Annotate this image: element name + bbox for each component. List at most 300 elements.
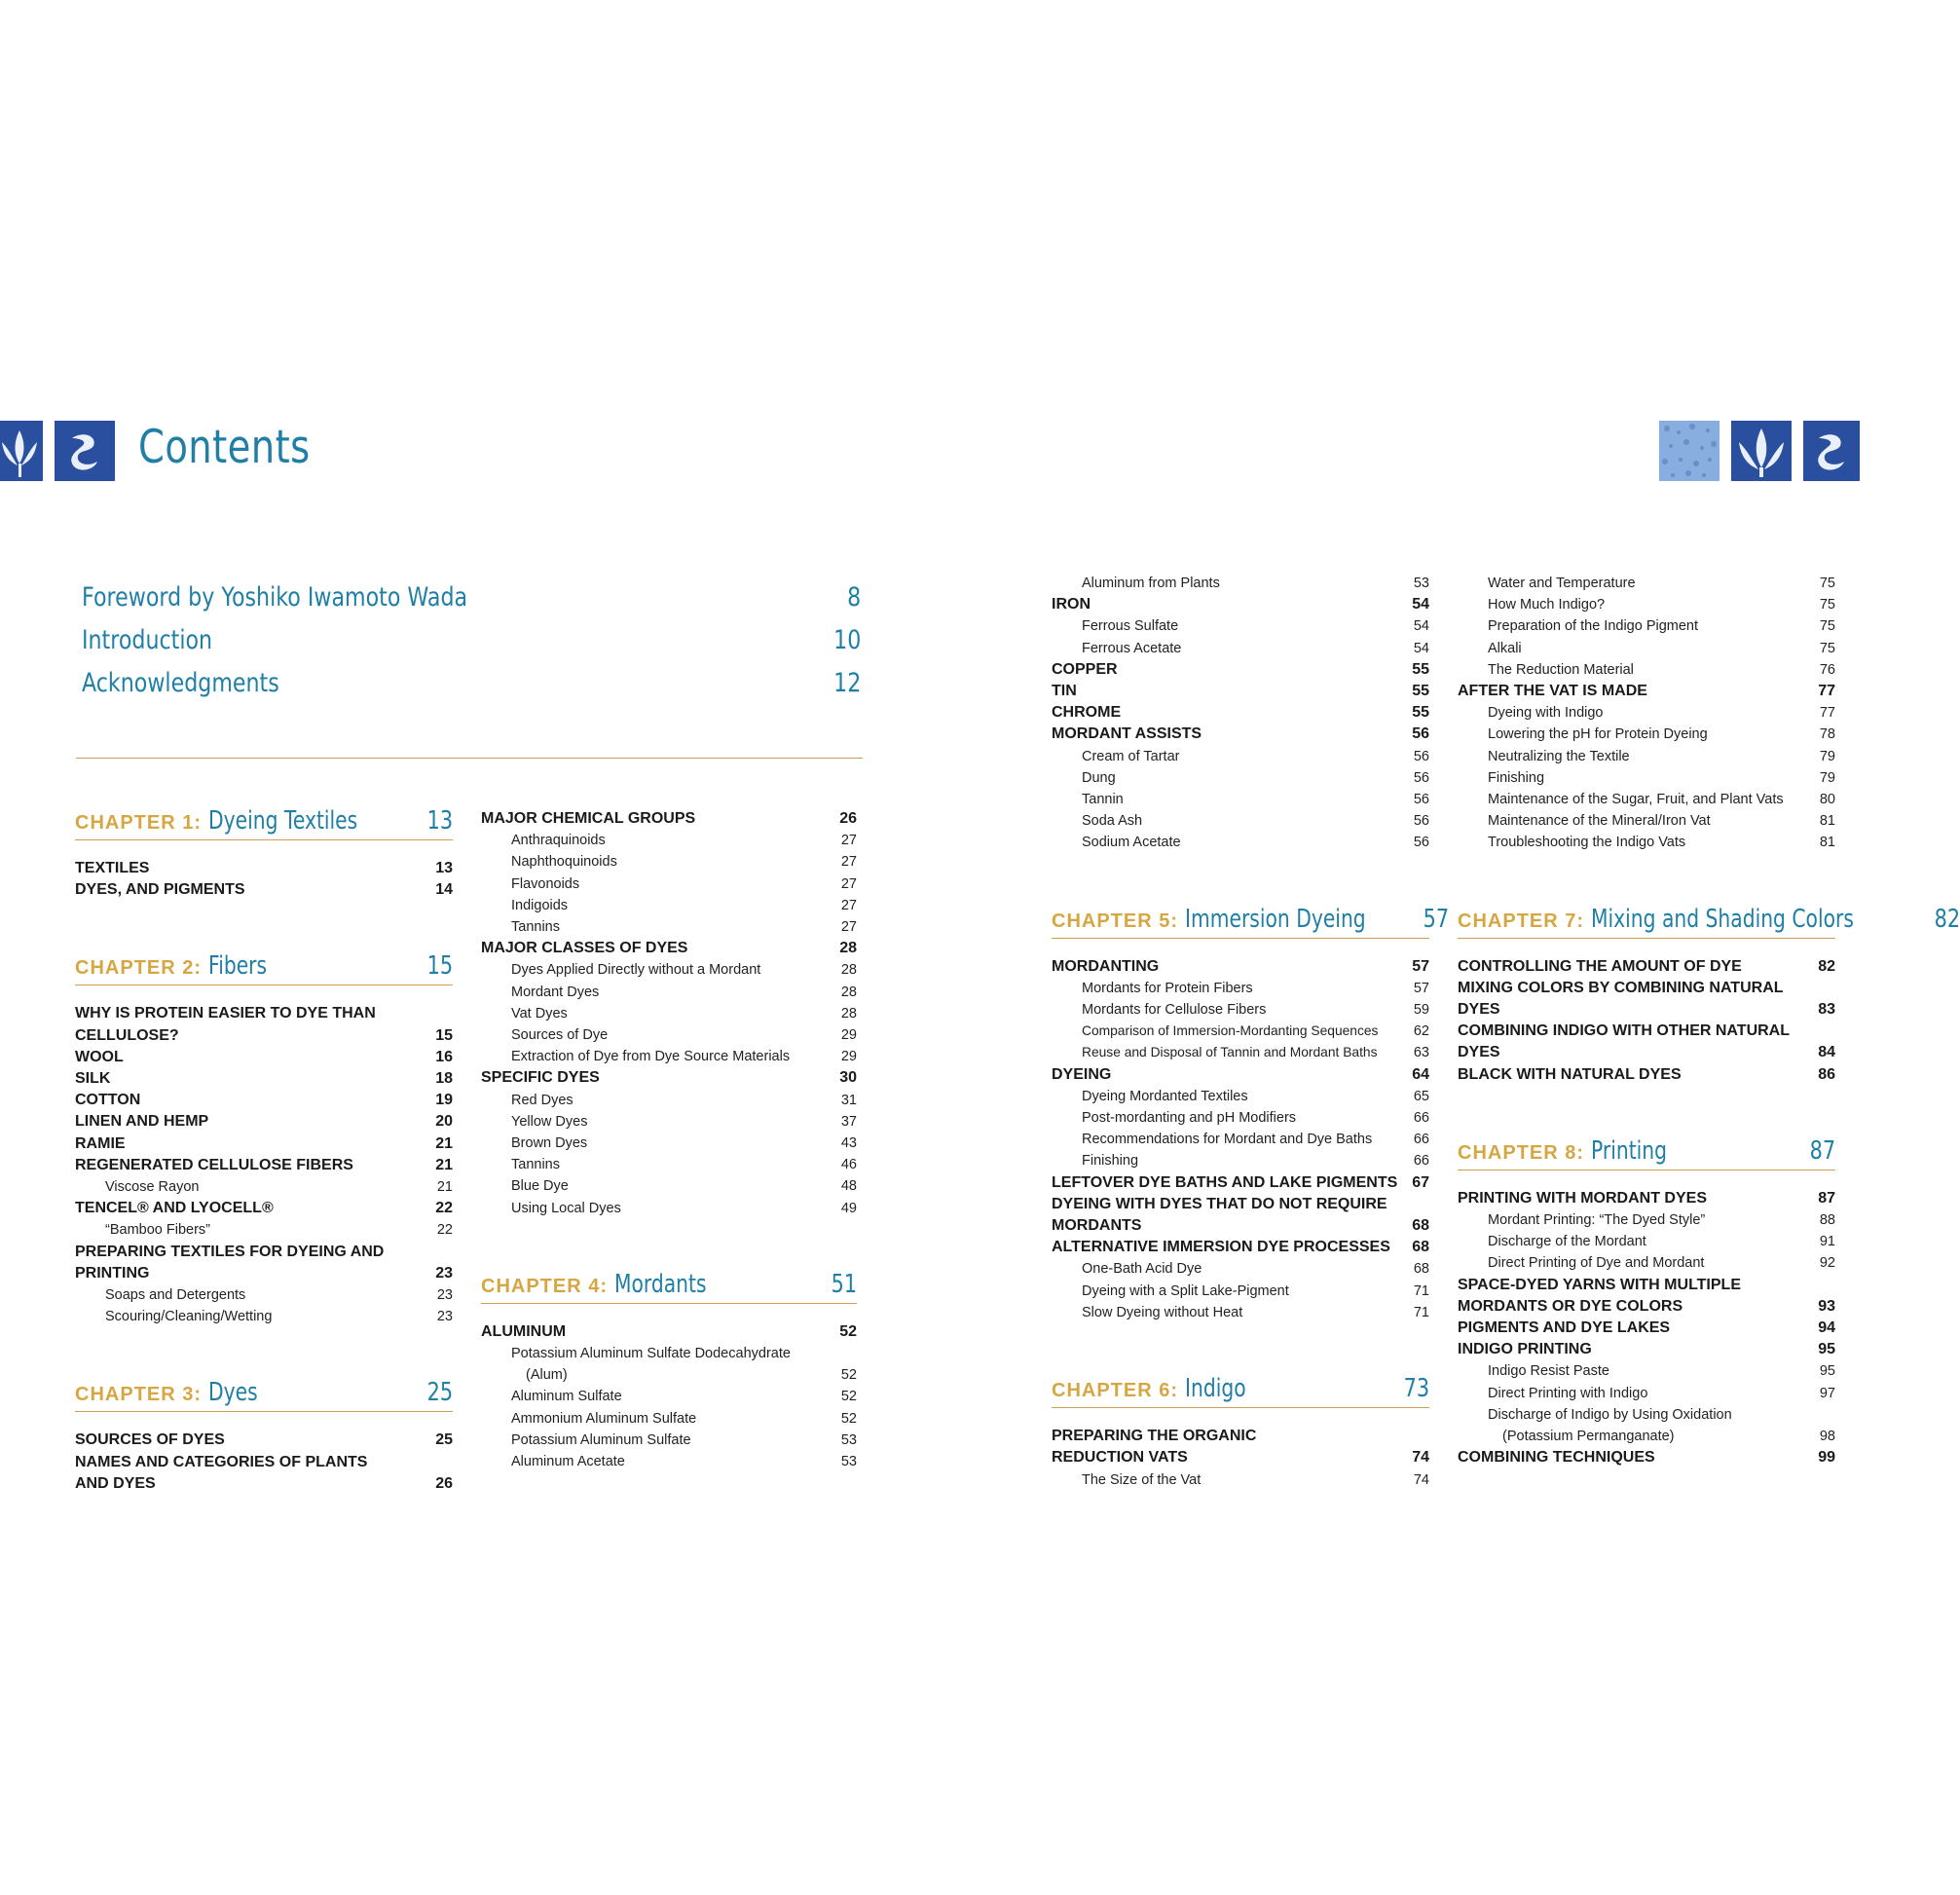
entry-page-number: 12 (832, 668, 861, 698)
entry-page-number: 84 (1818, 1044, 1835, 1061)
entry-label: Flavonoids (511, 875, 580, 892)
subsection-entry[interactable] (481, 982, 857, 1003)
chapter-title: Dyeing Textiles (207, 806, 357, 836)
section-entry[interactable] (75, 1047, 453, 1068)
subsection-entry[interactable] (1458, 638, 1835, 659)
page-title: Contents (138, 421, 311, 474)
entry-label: REDUCTION VATS (1052, 1449, 1188, 1467)
entry-page-number: 8 (846, 582, 861, 613)
entry-page-number: 16 (435, 1048, 453, 1065)
subsection-entry[interactable] (481, 959, 857, 981)
subsection-entry[interactable] (481, 1451, 857, 1472)
entry-label: Scouring/Cleaning/Wetting (105, 1309, 273, 1325)
section-entry[interactable] (1052, 702, 1429, 724)
chapter-title: Mordants (613, 1269, 707, 1299)
entry-page-number: 76 (1819, 661, 1835, 678)
entry-page-number: 83 (1818, 1001, 1835, 1019)
section-entry[interactable] (1458, 1275, 1835, 1296)
entry-label: WOOL (75, 1048, 124, 1065)
section-entry[interactable] (1458, 1318, 1835, 1339)
entry-page-number: 75 (1819, 597, 1835, 613)
chapter-page-number: 57 (1423, 904, 1449, 934)
subsection-entry[interactable] (481, 1175, 857, 1197)
subsection-entry[interactable] (481, 895, 857, 916)
section-entry[interactable] (1458, 1042, 1835, 1063)
entry-page-number: 23 (436, 1287, 453, 1304)
subsection-entry[interactable] (1458, 1231, 1835, 1252)
entry-label: Dyeing with Indigo (1488, 705, 1604, 722)
entry-label: SPACE-DYED YARNS WITH MULTIPLE (1458, 1276, 1741, 1293)
entry-label: Soda Ash (1082, 813, 1143, 830)
entry-label: (Potassium Permanganate) (1502, 1429, 1675, 1445)
toc-column-4 (1458, 573, 1960, 1469)
section-entry[interactable] (1052, 1215, 1429, 1237)
entry-page-number: 28 (840, 1005, 857, 1022)
subsection-entry[interactable] (1458, 659, 1835, 681)
section-entry[interactable] (1458, 1447, 1835, 1468)
subsection-entry[interactable] (1458, 810, 1835, 832)
chapter-number: CHAPTER 7: (1458, 910, 1591, 932)
entry-label: CHROME (1052, 704, 1122, 722)
subsection-entry[interactable] (1458, 767, 1835, 789)
texture-icon (1659, 421, 1720, 481)
section-entry[interactable] (75, 879, 453, 901)
chapter-label (481, 1270, 732, 1299)
entry-label: Discharge of Indigo by Using Oxidation (1488, 1406, 1732, 1423)
subsection-entry[interactable] (1052, 1129, 1429, 1150)
entry-page-number: 74 (1413, 1471, 1429, 1488)
subsection-entry[interactable] (481, 1111, 857, 1133)
chapter-label (1458, 905, 1928, 934)
section-entry[interactable] (75, 1111, 453, 1133)
entry-label: MORDANT ASSISTS (1052, 725, 1202, 743)
section-entry[interactable] (481, 1067, 857, 1089)
entry-label: How Much Indigo? (1488, 597, 1606, 613)
subsection-entry[interactable] (1052, 1302, 1429, 1323)
entry-label: MORDANTING (1052, 957, 1160, 975)
entry-page-number: 27 (840, 897, 857, 913)
section-entry[interactable] (1052, 1064, 1429, 1086)
entry-label: Recommendations for Mordant and Dye Baths (1082, 1132, 1373, 1148)
subsection-entry[interactable] (481, 1046, 857, 1067)
section-entry[interactable] (1052, 681, 1429, 702)
subsection-entry[interactable] (481, 1386, 857, 1407)
section-entry[interactable] (75, 1452, 453, 1473)
chapter-page-number: 82 (1934, 904, 1960, 934)
section-entry[interactable] (1052, 1447, 1429, 1468)
entry-page-number: 28 (840, 962, 857, 979)
entry-page-number: 37 (840, 1113, 857, 1130)
subsection-entry[interactable] (1052, 746, 1429, 767)
entry-label: DYEING WITH DYES THAT DO NOT REQUIRE (1052, 1195, 1387, 1212)
section-entry[interactable] (75, 1090, 453, 1111)
entry-page-number: 75 (1819, 618, 1835, 635)
toc-column-1 (75, 799, 453, 1495)
entry-page-number: 86 (1818, 1065, 1835, 1083)
subsection-entry[interactable] (1458, 1360, 1835, 1382)
entry-page-number: 56 (1412, 725, 1429, 743)
chapter-heading[interactable] (1458, 1129, 1835, 1170)
entry-label: Tannins (511, 919, 560, 936)
chapter-label (75, 951, 283, 981)
entry-page-number: 23 (435, 1264, 453, 1282)
entry-page-number: 97 (1819, 1385, 1835, 1401)
toc-column-3 (1052, 573, 1449, 1491)
subsection-entry[interactable] (481, 1003, 857, 1024)
chapter-number: CHAPTER 6: (1052, 1380, 1185, 1402)
subsection-entry[interactable] (1052, 810, 1429, 832)
subsection-entry[interactable] (1052, 978, 1429, 999)
entry-label: Potassium Aluminum Sulfate (511, 1431, 691, 1448)
subsection-entry[interactable] (1458, 832, 1835, 853)
entry-label: LEFTOVER DYE BATHS AND LAKE PIGMENTS (1052, 1173, 1398, 1191)
leaf-icon (0, 421, 43, 481)
chapter-label (1052, 905, 1417, 934)
entry-page-number: 53 (1413, 576, 1429, 591)
entry-label: Mordants for Protein Fibers (1082, 980, 1253, 996)
entry-page-number: 27 (840, 854, 857, 871)
entry-page-number: 95 (1819, 1363, 1835, 1380)
entry-page-number: 71 (1413, 1304, 1429, 1320)
section-entry[interactable] (75, 1263, 453, 1284)
subsection-entry[interactable] (1458, 724, 1835, 745)
entry-label: Slow Dyeing without Heat (1082, 1304, 1243, 1320)
section-entry[interactable] (75, 1025, 453, 1047)
section-entry[interactable] (75, 1198, 453, 1219)
subsection-entry[interactable] (1052, 1042, 1429, 1063)
entry-label: The Reduction Material (1488, 661, 1634, 678)
subsection-entry[interactable] (1052, 1281, 1429, 1302)
subsection-entry[interactable] (481, 1343, 857, 1364)
section-entry[interactable] (1052, 956, 1429, 978)
entry-page-number: 52 (839, 1322, 857, 1340)
entry-page-number: 27 (840, 919, 857, 936)
subsection-entry[interactable] (481, 830, 857, 851)
chapter-title: Printing (1590, 1135, 1667, 1166)
subsection-entry[interactable] (1458, 1209, 1835, 1231)
subsection-entry[interactable] (481, 1154, 857, 1175)
entry-label: (Alum) (526, 1367, 568, 1384)
entry-label: CONTROLLING THE AMOUNT OF DYE (1458, 957, 1742, 975)
front-matter-entry[interactable] (82, 582, 861, 625)
chapter-page-number: 87 (1809, 1135, 1835, 1166)
entry-page-number: 54 (1412, 596, 1429, 613)
entry-label: TIN (1052, 683, 1077, 700)
entry-page-number: 53 (840, 1431, 857, 1448)
entry-label: AND DYES (75, 1474, 156, 1492)
entry-page-number: 99 (1818, 1449, 1835, 1467)
entry-label: MAJOR CHEMICAL GROUPS (481, 810, 696, 827)
chapter-heading[interactable] (75, 1370, 453, 1412)
entry-page-number: 46 (840, 1157, 857, 1173)
entry-label: Comparison of Immersion-Mordanting Sequences (1082, 1023, 1379, 1039)
toc-column-2 (481, 808, 857, 1472)
subsection-entry[interactable] (75, 1176, 453, 1198)
section-entry[interactable] (1458, 956, 1835, 978)
entry-label: PREPARING THE ORGANIC (1052, 1428, 1257, 1445)
subsection-entry[interactable] (1052, 1021, 1429, 1042)
entry-page-number: 27 (840, 833, 857, 849)
section-entry[interactable] (1458, 1064, 1835, 1086)
entry-label: Troubleshooting the Indigo Vats (1488, 835, 1686, 851)
entry-page-number: 56 (1413, 792, 1429, 808)
section-entry[interactable] (481, 938, 857, 959)
section-entry[interactable] (1052, 724, 1429, 745)
entry-label: PREPARING TEXTILES FOR DYEING AND (75, 1243, 385, 1260)
section-entry[interactable] (1052, 1194, 1429, 1215)
entry-label: Tannins (511, 1157, 560, 1173)
entry-page-number: 14 (435, 881, 453, 899)
section-entry[interactable] (75, 1242, 453, 1263)
entry-label: PRINTING WITH MORDANT DYES (1458, 1189, 1707, 1207)
entry-page-number: 54 (1413, 640, 1429, 656)
subsection-entry[interactable] (481, 873, 857, 895)
chapter-heading[interactable] (481, 1262, 857, 1304)
subsection-entry[interactable] (1052, 999, 1429, 1021)
entry-page-number: 28 (840, 984, 857, 1000)
subsection-entry[interactable] (1052, 1107, 1429, 1129)
subsection-entry[interactable] (481, 1198, 857, 1219)
entry-label: Vat Dyes (511, 1005, 568, 1022)
entry-page-number: 22 (436, 1222, 453, 1239)
entry-label: Cream of Tartar (1082, 748, 1180, 764)
entry-label: MORDANTS (1052, 1217, 1142, 1235)
front-matter-list (82, 582, 861, 711)
subsection-entry[interactable] (481, 916, 857, 938)
chapter-heading[interactable] (1052, 897, 1449, 939)
entry-page-number: 52 (840, 1389, 857, 1405)
entry-label: Ammonium Aluminum Sulfate (511, 1410, 697, 1427)
entry-page-number: 56 (1413, 769, 1429, 786)
subsection-entry[interactable] (481, 1408, 857, 1430)
entry-label: PRINTING (75, 1264, 150, 1282)
entry-page-number: 67 (1412, 1173, 1429, 1191)
entry-page-number: 94 (1818, 1319, 1835, 1337)
entry-label: Dyes Applied Directly without a Mordant (511, 962, 761, 979)
chapter-number: CHAPTER 5: (1052, 910, 1185, 932)
front-matter-entry[interactable] (82, 625, 861, 668)
entry-page-number: 77 (1818, 683, 1835, 700)
entry-label: Water and Temperature (1488, 576, 1636, 591)
section-entry[interactable] (1052, 1237, 1429, 1258)
subsection-entry[interactable] (1052, 573, 1429, 594)
chapter-title: Dyes (207, 1378, 258, 1408)
section-entry[interactable] (75, 1155, 453, 1176)
entry-label: COMBINING INDIGO WITH OTHER NATURAL (1458, 1022, 1791, 1040)
entry-label: LINEN AND HEMP (75, 1113, 209, 1131)
entry-label: Foreword by Yoshiko Iwamoto Wada (82, 582, 468, 613)
swirl-icon (1803, 421, 1860, 481)
entry-page-number: 55 (1412, 683, 1429, 700)
subsection-entry[interactable] (481, 1430, 857, 1451)
subsection-entry[interactable] (1458, 1383, 1835, 1404)
entry-label: Maintenance of the Sugar, Fruit, and Plant Vats (1488, 792, 1784, 808)
subsection-entry[interactable] (1052, 1258, 1429, 1280)
entry-page-number: 75 (1819, 576, 1835, 591)
subsection-entry[interactable] (1052, 1469, 1429, 1491)
entry-label: Discharge of the Mordant (1488, 1234, 1646, 1250)
entry-label: Preparation of the Indigo Pigment (1488, 618, 1699, 635)
subsection-entry[interactable] (1052, 832, 1429, 853)
entry-label: COPPER (1052, 660, 1118, 678)
entry-page-number: 52 (840, 1367, 857, 1384)
chapter-heading[interactable] (1052, 1366, 1429, 1408)
subsection-entry[interactable] (1052, 1150, 1429, 1171)
entry-label: BLACK WITH NATURAL DYES (1458, 1065, 1682, 1083)
entry-page-number: 29 (840, 1027, 857, 1044)
chapter-heading[interactable] (1458, 897, 1960, 939)
entry-label: “Bamboo Fibers” (105, 1222, 210, 1239)
section-entry[interactable] (75, 1003, 453, 1024)
subsection-entry[interactable] (1458, 615, 1835, 637)
subsection-entry[interactable] (1052, 615, 1429, 637)
entry-label: Viscose Rayon (105, 1179, 200, 1196)
front-matter-entry[interactable] (82, 668, 861, 711)
section-entry[interactable] (1052, 1172, 1429, 1194)
entry-page-number: 66 (1413, 1110, 1429, 1127)
chapter-page-number: 51 (831, 1269, 857, 1299)
subsection-entry[interactable] (481, 1133, 857, 1154)
chapter-heading[interactable] (75, 944, 453, 985)
divider (76, 758, 863, 759)
subsection-entry[interactable] (1052, 638, 1429, 659)
subsection-entry[interactable] (1052, 767, 1429, 789)
entry-label: Mordant Dyes (511, 984, 600, 1000)
chapter-title: Mixing and Shading Colors (1590, 904, 1854, 934)
chapter-number: CHAPTER 1: (75, 812, 208, 834)
section-entry[interactable] (1458, 1021, 1835, 1042)
section-entry[interactable] (1458, 999, 1835, 1021)
entry-label: DYES (1458, 1044, 1500, 1061)
entry-page-number: 30 (839, 1069, 857, 1087)
entry-page-number: 20 (435, 1113, 453, 1131)
entry-label: Anthraquinoids (511, 833, 606, 849)
chapter-page-number: 25 (426, 1378, 453, 1408)
subsection-entry[interactable] (1458, 746, 1835, 767)
section-entry[interactable] (75, 1133, 453, 1155)
section-entry[interactable] (1052, 1426, 1429, 1447)
entry-page-number: 25 (435, 1431, 453, 1449)
section-entry[interactable] (1052, 659, 1429, 681)
chapter-heading[interactable] (75, 799, 453, 840)
entry-page-number: 56 (1413, 835, 1429, 851)
entry-page-number: 54 (1413, 618, 1429, 635)
section-entry[interactable] (75, 1068, 453, 1090)
subsection-entry[interactable] (1458, 1426, 1835, 1447)
entry-label: ALUMINUM (481, 1322, 567, 1340)
entry-label: One-Bath Acid Dye (1082, 1261, 1202, 1278)
subsection-entry[interactable] (1458, 702, 1835, 724)
subsection-entry[interactable] (1458, 1404, 1835, 1426)
entry-page-number: 82 (1818, 957, 1835, 975)
subsection-entry[interactable] (481, 1024, 857, 1046)
chapter-title: Immersion Dyeing (1184, 904, 1366, 934)
entry-page-number: 68 (1412, 1217, 1429, 1235)
subsection-entry[interactable] (75, 1306, 453, 1327)
entry-label: Soaps and Detergents (105, 1287, 246, 1304)
section-entry[interactable] (481, 1321, 857, 1343)
subsection-entry[interactable] (1458, 594, 1835, 615)
section-entry[interactable] (1458, 1339, 1835, 1360)
entry-label: TENCEL® AND LYOCELL® (75, 1200, 274, 1217)
section-entry[interactable] (1458, 681, 1835, 702)
entry-page-number: 43 (840, 1135, 857, 1152)
entry-label: Ferrous Acetate (1082, 640, 1182, 656)
subsection-entry[interactable] (1458, 1252, 1835, 1274)
leaf-icon (1731, 421, 1792, 481)
section-entry[interactable] (1458, 1188, 1835, 1209)
entry-page-number: 27 (840, 875, 857, 892)
chapter-label (75, 806, 399, 836)
entry-label: SOURCES OF DYES (75, 1431, 225, 1449)
entry-label: REGENERATED CELLULOSE FIBERS (75, 1156, 353, 1173)
entry-page-number: 64 (1412, 1065, 1429, 1083)
entry-label: COMBINING TECHNIQUES (1458, 1449, 1655, 1467)
entry-label: SPECIFIC DYES (481, 1069, 600, 1087)
subsection-entry[interactable] (481, 851, 857, 873)
chapter-page-number: 15 (426, 951, 453, 982)
entry-page-number: 57 (1412, 957, 1429, 975)
entry-page-number: 88 (1819, 1212, 1835, 1229)
leaf-motif-tile-right (1731, 421, 1792, 481)
entry-page-number: 75 (1819, 640, 1835, 656)
subsection-entry[interactable] (75, 1219, 453, 1241)
section-entry[interactable] (75, 1473, 453, 1495)
section-entry[interactable] (481, 808, 857, 830)
entry-page-number: 87 (1818, 1189, 1835, 1207)
subsection-entry[interactable] (481, 1364, 857, 1386)
section-entry[interactable] (1458, 1296, 1835, 1318)
entry-label: Ferrous Sulfate (1082, 618, 1179, 635)
subsection-entry[interactable] (1458, 573, 1835, 594)
section-entry[interactable] (75, 1430, 453, 1451)
entry-label: Dyeing with a Split Lake-Pigment (1082, 1282, 1289, 1299)
entry-label: Reuse and Disposal of Tannin and Mordant Baths (1082, 1045, 1378, 1060)
chapter-title: Indigo (1184, 1374, 1246, 1404)
subsection-entry[interactable] (1052, 1086, 1429, 1107)
entry-page-number: 55 (1412, 704, 1429, 722)
entry-label: MIXING COLORS BY COMBINING NATURAL (1458, 979, 1784, 996)
subsection-entry[interactable] (1052, 789, 1429, 810)
section-entry[interactable] (1458, 978, 1835, 999)
subsection-entry[interactable] (481, 1090, 857, 1111)
entry-label: Neutralizing the Textile (1488, 748, 1630, 764)
entry-label: Indigoids (511, 897, 569, 913)
subsection-entry[interactable] (1458, 789, 1835, 810)
entry-label: CELLULOSE? (75, 1026, 179, 1044)
subsection-entry[interactable] (75, 1284, 453, 1306)
section-entry[interactable] (1052, 594, 1429, 615)
entry-page-number: 15 (435, 1026, 453, 1044)
entry-label: Alkali (1488, 640, 1522, 656)
entry-label: Dung (1082, 769, 1116, 786)
entry-page-number: 68 (1412, 1239, 1429, 1256)
entry-page-number: 18 (435, 1070, 453, 1088)
entry-page-number: 74 (1412, 1449, 1429, 1467)
entry-page-number: 78 (1819, 726, 1835, 743)
entry-label: Mordants for Cellulose Fibers (1082, 1002, 1267, 1019)
entry-label: Naphthoquinoids (511, 854, 617, 871)
chapter-number: CHAPTER 3: (75, 1384, 208, 1406)
section-entry[interactable] (75, 858, 453, 879)
entry-label: Tannin (1082, 792, 1124, 808)
entry-label: Red Dyes (511, 1092, 573, 1108)
swirl-motif-tile-right (1803, 421, 1860, 481)
entry-page-number: 52 (840, 1410, 857, 1427)
entry-label: MORDANTS OR DYE COLORS (1458, 1297, 1683, 1315)
entry-page-number: 13 (435, 860, 453, 876)
entry-page-number: 79 (1819, 769, 1835, 786)
